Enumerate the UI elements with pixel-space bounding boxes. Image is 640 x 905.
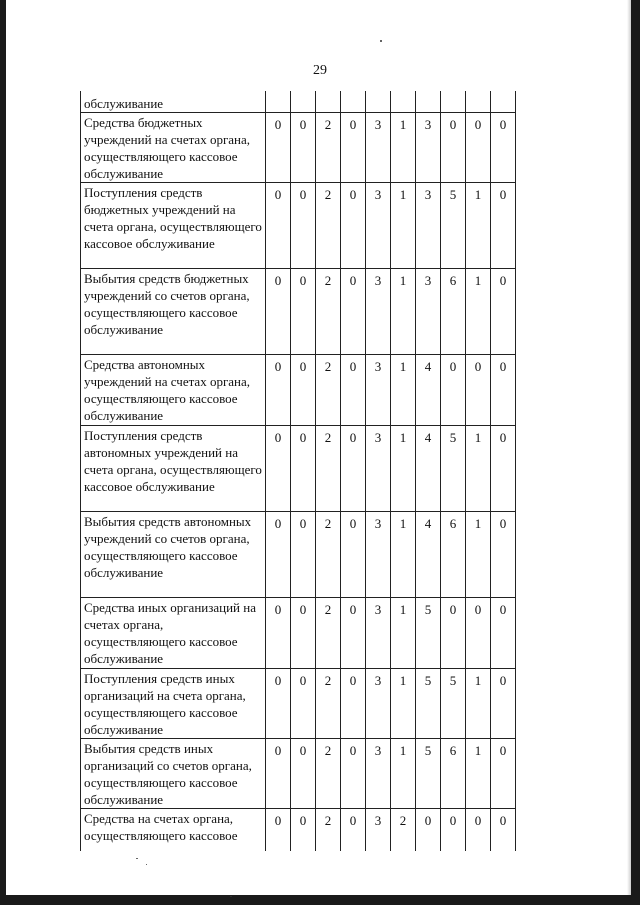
code-digit: 4 xyxy=(416,426,441,512)
code-digit: 5 xyxy=(441,183,466,269)
code-digit: 4 xyxy=(416,512,441,598)
code-digit xyxy=(366,91,391,113)
code-digit: 6 xyxy=(441,512,466,598)
code-digit: 5 xyxy=(416,598,441,669)
table-row xyxy=(81,669,516,739)
code-digit: 2 xyxy=(316,113,341,183)
table-row xyxy=(81,809,516,851)
code-digit: 3 xyxy=(366,113,391,183)
scan-edge-bottom xyxy=(0,895,640,905)
code-digit: 0 xyxy=(416,809,441,851)
code-digit: 0 xyxy=(491,113,516,183)
row-label: Выбытия средств иных организаций со счетов органа, осуществляющего кассовое обслуживание xyxy=(81,739,266,809)
code-digit: 0 xyxy=(341,355,366,426)
code-digit: 0 xyxy=(491,809,516,851)
code-digit: 3 xyxy=(366,269,391,355)
code-digit: 0 xyxy=(291,113,316,183)
code-digit: 0 xyxy=(341,598,366,669)
code-digit: 5 xyxy=(441,426,466,512)
row-label: Поступления средств иных организаций на счета органа, осуществляющего кассовое обслуживание xyxy=(81,669,266,739)
code-digit: 2 xyxy=(316,598,341,669)
code-digit: 0 xyxy=(491,183,516,269)
code-digit: 2 xyxy=(316,739,341,809)
table-body xyxy=(81,91,516,851)
code-digit: 0 xyxy=(341,183,366,269)
code-digit: 3 xyxy=(366,355,391,426)
code-digit: 6 xyxy=(441,739,466,809)
row-label: Выбытия средств бюджетных учреждений со счетов органа, осуществляющего кассовое обслуживание xyxy=(81,269,266,355)
row-label: Выбытия средств автономных учреждений со счетов органа, осуществляющего кассовое обслуживание xyxy=(81,512,266,598)
row-label: Средства иных организаций на счетах органа, осуществляющего кассовое обслуживание xyxy=(81,598,266,669)
code-digit xyxy=(291,91,316,113)
code-digit: 2 xyxy=(316,269,341,355)
code-digit: 0 xyxy=(291,669,316,739)
code-digit: 1 xyxy=(391,269,416,355)
code-digit: 0 xyxy=(341,512,366,598)
table-row xyxy=(81,269,516,355)
code-digit: 1 xyxy=(466,512,491,598)
table-row xyxy=(81,512,516,598)
code-digit: 5 xyxy=(416,669,441,739)
code-digit: 1 xyxy=(466,183,491,269)
code-digit: 0 xyxy=(266,183,291,269)
code-digit: 0 xyxy=(341,669,366,739)
code-digit: 2 xyxy=(316,355,341,426)
code-digit: 0 xyxy=(291,809,316,851)
code-digit: 0 xyxy=(266,355,291,426)
code-digit: 3 xyxy=(366,598,391,669)
table-row xyxy=(81,598,516,669)
row-label: Средства на счетах органа, осуществляющего кассовое xyxy=(81,809,266,851)
code-digit: 0 xyxy=(341,426,366,512)
row-label: Средства бюджетных учреждений на счетах органа, осуществляющего кассовое обслуживание xyxy=(81,113,266,183)
code-digit xyxy=(416,91,441,113)
code-digit xyxy=(466,91,491,113)
code-digit: 0 xyxy=(491,512,516,598)
code-digit: 0 xyxy=(291,512,316,598)
page-number: 29 xyxy=(313,63,327,78)
code-digit: 3 xyxy=(416,269,441,355)
code-digit: 1 xyxy=(391,183,416,269)
code-digit: 1 xyxy=(391,598,416,669)
table-row xyxy=(81,739,516,809)
code-digit: 5 xyxy=(416,739,441,809)
code-digit: 0 xyxy=(291,269,316,355)
code-digit: 0 xyxy=(266,809,291,851)
code-digit: 0 xyxy=(341,739,366,809)
code-digit: 0 xyxy=(291,183,316,269)
row-label: обслуживание xyxy=(81,91,266,113)
code-digit: 0 xyxy=(441,809,466,851)
code-digit: 0 xyxy=(291,598,316,669)
code-digit: 5 xyxy=(441,669,466,739)
code-digit: 3 xyxy=(366,669,391,739)
code-digit: 1 xyxy=(391,113,416,183)
code-digit: 2 xyxy=(391,809,416,851)
code-digit: 1 xyxy=(391,669,416,739)
code-digit: 1 xyxy=(466,426,491,512)
code-digit: 3 xyxy=(366,512,391,598)
code-digit xyxy=(266,91,291,113)
code-digit: 0 xyxy=(341,269,366,355)
code-digit: 0 xyxy=(291,355,316,426)
code-digit: 2 xyxy=(316,669,341,739)
code-digit xyxy=(316,91,341,113)
scan-speck xyxy=(136,858,138,859)
code-digit: 0 xyxy=(491,355,516,426)
code-digit: 0 xyxy=(466,809,491,851)
code-digit: 0 xyxy=(441,598,466,669)
code-digit: 0 xyxy=(266,426,291,512)
code-digit: 1 xyxy=(391,355,416,426)
scan-speck xyxy=(230,896,232,897)
row-label: Поступления средств автономных учреждений на счета органа, осуществляющего кассовое обслуживание xyxy=(81,426,266,512)
code-digit: 0 xyxy=(491,269,516,355)
classification-table xyxy=(80,91,516,851)
code-digit: 1 xyxy=(466,269,491,355)
code-digit xyxy=(341,91,366,113)
scan-edge-left xyxy=(0,0,6,905)
code-digit: 0 xyxy=(341,113,366,183)
code-digit: 1 xyxy=(391,426,416,512)
table-row xyxy=(81,426,516,512)
scan-speck xyxy=(146,864,147,865)
code-digit: 2 xyxy=(316,512,341,598)
code-digit: 3 xyxy=(366,809,391,851)
code-digit: 0 xyxy=(441,113,466,183)
code-digit: 0 xyxy=(266,113,291,183)
scan-edge-right xyxy=(631,0,640,905)
code-digit: 1 xyxy=(391,512,416,598)
table-row xyxy=(81,113,516,183)
row-label: Поступления средств бюджетных учреждений на счета органа, осуществляющего кассовое обслуживание xyxy=(81,183,266,269)
code-digit: 3 xyxy=(366,739,391,809)
code-digit: 6 xyxy=(441,269,466,355)
code-digit xyxy=(441,91,466,113)
code-digit: 1 xyxy=(466,739,491,809)
code-digit: 0 xyxy=(341,809,366,851)
code-digit: 0 xyxy=(441,355,466,426)
code-digit xyxy=(391,91,416,113)
code-digit: 0 xyxy=(491,669,516,739)
code-digit: 0 xyxy=(266,669,291,739)
code-digit: 2 xyxy=(316,809,341,851)
code-digit: 0 xyxy=(266,269,291,355)
table-row xyxy=(81,91,516,113)
code-digit: 0 xyxy=(266,739,291,809)
code-digit: 1 xyxy=(466,669,491,739)
code-digit: 0 xyxy=(291,739,316,809)
table-row xyxy=(81,183,516,269)
code-digit: 2 xyxy=(316,183,341,269)
code-digit: 0 xyxy=(466,598,491,669)
code-digit xyxy=(491,91,516,113)
code-digit: 4 xyxy=(416,355,441,426)
code-digit: 0 xyxy=(266,598,291,669)
scan-speck xyxy=(380,40,382,42)
code-digit: 0 xyxy=(266,512,291,598)
code-digit: 3 xyxy=(366,183,391,269)
row-label: Средства автономных учреждений на счетах органа, осуществляющего кассовое обслуживание xyxy=(81,355,266,426)
code-digit: 0 xyxy=(291,426,316,512)
code-digit: 3 xyxy=(366,426,391,512)
code-digit: 1 xyxy=(391,739,416,809)
table-row xyxy=(81,355,516,426)
code-digit: 0 xyxy=(491,426,516,512)
code-digit: 0 xyxy=(491,739,516,809)
code-digit: 0 xyxy=(491,598,516,669)
code-digit: 3 xyxy=(416,113,441,183)
code-digit: 0 xyxy=(466,113,491,183)
code-digit: 3 xyxy=(416,183,441,269)
code-digit: 2 xyxy=(316,426,341,512)
code-digit: 0 xyxy=(466,355,491,426)
